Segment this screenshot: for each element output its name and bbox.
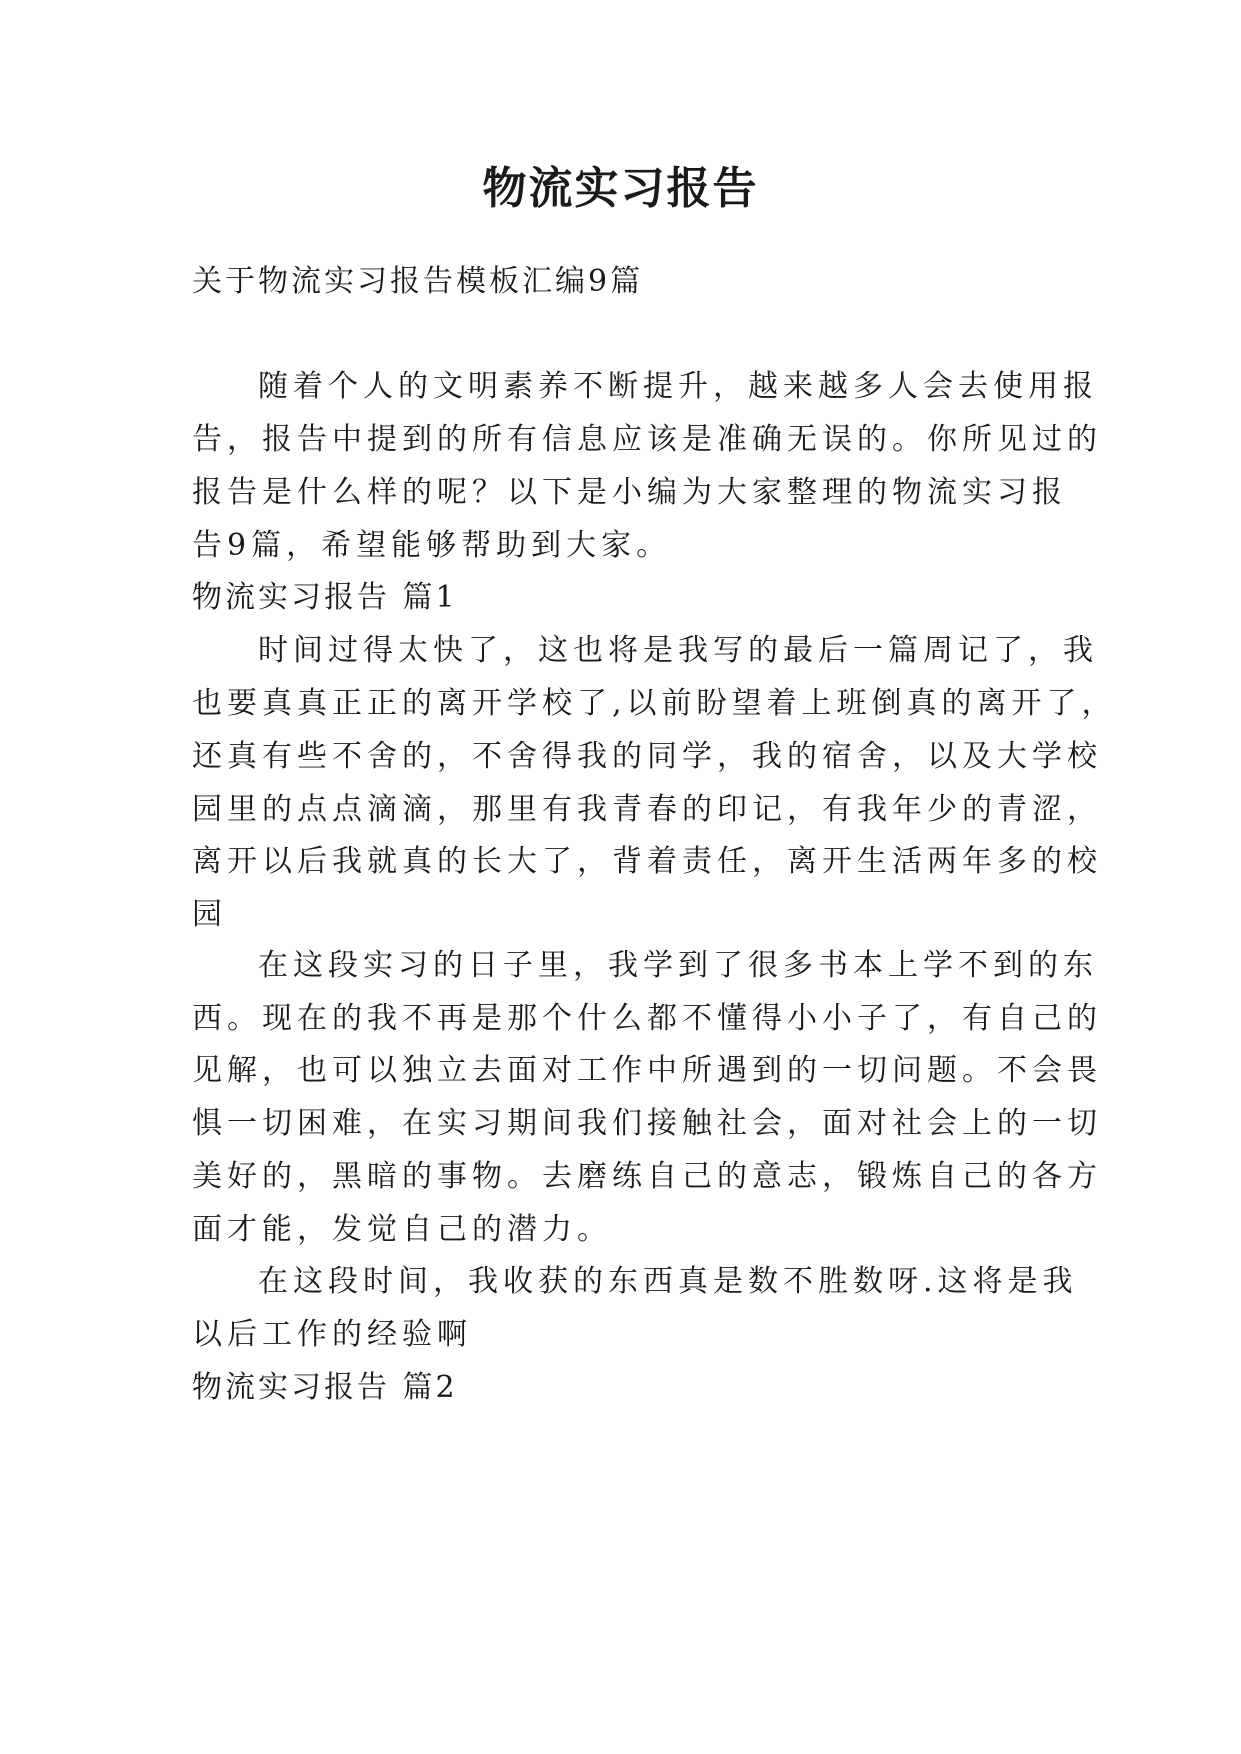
intro-line: 告，报告中提到的所有信息应该是准确无误的。你所见过的 bbox=[192, 422, 1102, 457]
paragraph-line: 离开以后我就真的长大了，背着责任，离开生活两年多的校 bbox=[192, 844, 1102, 879]
paragraph-line: 在这段实习的日子里，我学到了很多书本上学不到的东 bbox=[258, 948, 1098, 983]
paragraph-line: 美好的，黑暗的事物。去磨练自己的意志，锻炼自己的各方 bbox=[192, 1159, 1102, 1194]
document-subtitle: 关于物流实习报告模板汇编9篇 bbox=[192, 264, 644, 299]
section-heading: 物流实习报告 篇2 bbox=[192, 1370, 458, 1405]
paragraph-line: 园里的点点滴滴，那里有我青春的印记，有我年少的青涩， bbox=[192, 792, 1102, 827]
intro-line: 报告是什么样的呢？以下是小编为大家整理的物流实习报 bbox=[192, 475, 1067, 510]
document-title: 物流实习报告 bbox=[482, 163, 759, 214]
paragraph-line: 面才能，发觉自己的潜力。 bbox=[192, 1212, 612, 1247]
paragraph-line: 时间过得太快了，这也将是我写的最后一篇周记了，我 bbox=[258, 633, 1098, 668]
paragraph-line: 见解，也可以独立去面对工作中所遇到的一切问题。不会畏 bbox=[192, 1053, 1102, 1088]
paragraph-line: 西。现在的我不再是那个什么都不懂得小小子了，有自己的 bbox=[192, 1001, 1102, 1036]
intro-line: 随着个人的文明素养不断提升，越来越多人会去使用报 bbox=[258, 369, 1098, 404]
paragraph-line: 也要真真正正的离开学校了,以前盼望着上班倒真的离开了， bbox=[192, 686, 1117, 721]
paragraph-line: 还真有些不舍的，不舍得我的同学，我的宿舍，以及大学校 bbox=[192, 739, 1102, 774]
paragraph-line: 在这段时间，我收获的东西真是数不胜数呀.这将是我 bbox=[258, 1264, 1078, 1299]
paragraph-line: 园 bbox=[192, 897, 227, 932]
paragraph-line: 惧一切困难，在实习期间我们接触社会，面对社会上的一切 bbox=[192, 1106, 1102, 1141]
intro-line: 告9篇，希望能够帮助到大家。 bbox=[192, 528, 672, 563]
paragraph-line: 以后工作的经验啊 bbox=[192, 1317, 472, 1352]
section-heading: 物流实习报告 篇1 bbox=[192, 580, 458, 615]
